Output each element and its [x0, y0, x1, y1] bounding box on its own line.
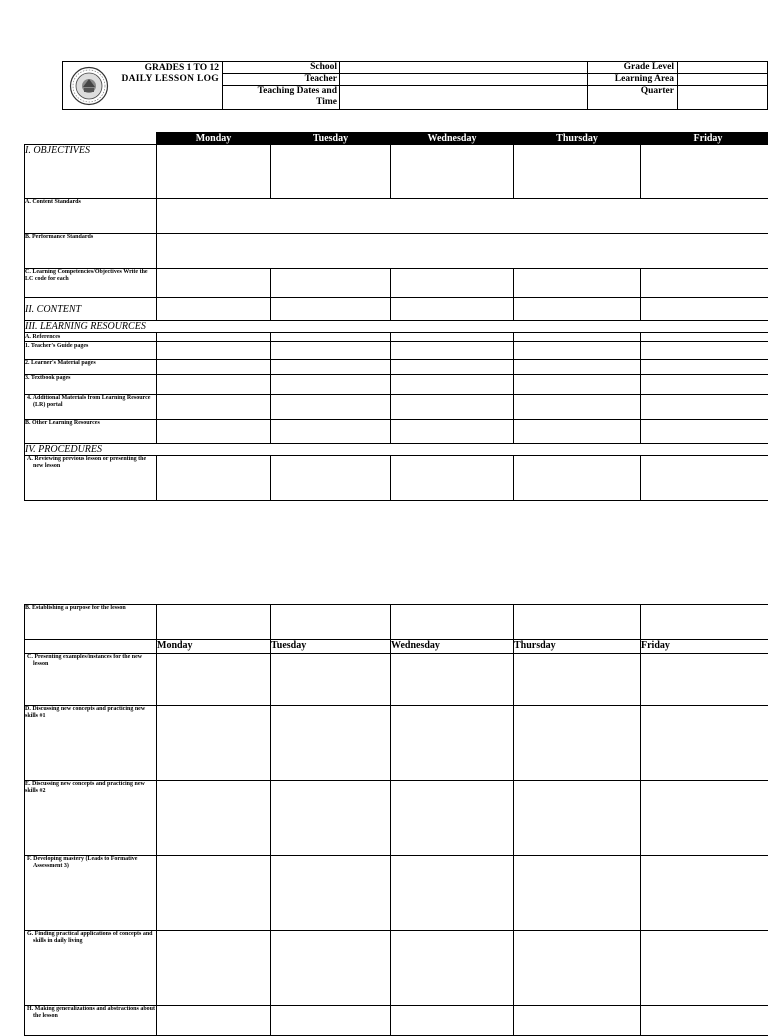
friday-cell[interactable] — [641, 333, 768, 342]
monday-cell[interactable] — [157, 706, 271, 781]
wednesday-cell[interactable] — [391, 145, 514, 199]
tuesday-cell[interactable] — [271, 333, 391, 342]
tuesday-cell[interactable] — [271, 1006, 391, 1036]
monday-cell[interactable] — [157, 333, 271, 342]
thursday-cell[interactable] — [514, 395, 641, 420]
learning-area-field[interactable] — [678, 74, 768, 85]
tuesday-cell[interactable] — [271, 145, 391, 199]
table-row — [25, 145, 768, 199]
monday-cell[interactable] — [157, 456, 271, 501]
lesson-log-header — [62, 61, 768, 110]
thursday-cell[interactable] — [514, 342, 641, 360]
table-row — [25, 360, 768, 375]
thursday-cell[interactable] — [514, 333, 641, 342]
thursday-cell[interactable] — [514, 605, 641, 640]
monday-cell[interactable] — [157, 145, 271, 199]
day-friday: Friday — [641, 133, 768, 145]
dates-field[interactable] — [340, 86, 586, 109]
day-thursday: Thursday — [514, 133, 641, 145]
textbook-pages-label: 3. Textbook pages — [25, 375, 157, 395]
monday-cell[interactable] — [157, 856, 271, 931]
table-row — [25, 605, 768, 640]
friday-cell[interactable] — [641, 269, 768, 298]
day-wednesday: Wednesday — [391, 133, 514, 145]
wednesday-cell[interactable] — [391, 654, 514, 706]
lesson-log-table-page1 — [24, 132, 768, 501]
friday-cell[interactable] — [641, 781, 768, 856]
friday-cell[interactable] — [641, 298, 768, 321]
tuesday-cell[interactable] — [271, 856, 391, 931]
tuesday-cell[interactable] — [271, 375, 391, 395]
additional-materials-label: 4. Additional Materials from Learning Resource (LR) portal — [25, 395, 157, 420]
table-row — [25, 269, 768, 298]
thursday-cell[interactable] — [514, 856, 641, 931]
tuesday-cell[interactable] — [271, 395, 391, 420]
friday-cell[interactable] — [641, 931, 768, 1006]
objectives-heading: I. OBJECTIVES — [25, 145, 157, 199]
day-monday: Monday — [157, 640, 271, 654]
content-standards-field[interactable] — [157, 199, 768, 234]
table-row — [25, 298, 768, 321]
references-label: A. References — [25, 333, 157, 342]
thursday-cell[interactable] — [514, 360, 641, 375]
lesson-log-table-page2 — [24, 604, 768, 1036]
tuesday-cell[interactable] — [271, 931, 391, 1006]
monday-cell[interactable] — [157, 342, 271, 360]
lm-pages-label: 2. Learner's Material pages — [25, 360, 157, 375]
monday-cell[interactable] — [157, 654, 271, 706]
friday-cell[interactable] — [641, 605, 768, 640]
monday-cell[interactable] — [157, 605, 271, 640]
examples-label: C. Presenting examples/instances for the new lesson — [25, 654, 157, 706]
thursday-cell[interactable] — [514, 931, 641, 1006]
table-row — [25, 931, 768, 1006]
discussing-2-label: E. Discussing new concepts and practicing new skills #2 — [25, 781, 157, 856]
tuesday-cell[interactable] — [271, 360, 391, 375]
table-row — [25, 234, 768, 269]
tuesday-cell[interactable] — [271, 298, 391, 321]
friday-cell[interactable] — [641, 420, 768, 444]
other-resources-label: B. Other Learning Resources — [25, 420, 157, 444]
school-label: School — [223, 62, 337, 73]
friday-cell[interactable] — [641, 360, 768, 375]
wednesday-cell[interactable] — [391, 298, 514, 321]
purpose-label: B. Establishing a purpose for the lesson — [25, 605, 157, 640]
monday-cell[interactable] — [157, 269, 271, 298]
thursday-cell[interactable] — [514, 420, 641, 444]
monday-cell[interactable] — [157, 360, 271, 375]
table-row — [25, 321, 768, 333]
wednesday-cell[interactable] — [391, 456, 514, 501]
friday-cell[interactable] — [641, 856, 768, 931]
day-tuesday: Tuesday — [271, 640, 391, 654]
friday-cell[interactable] — [641, 456, 768, 501]
wednesday-cell[interactable] — [391, 269, 514, 298]
mastery-label: F. Developing mastery (Leads to Formative Assessment 3) — [25, 856, 157, 931]
friday-cell[interactable] — [641, 145, 768, 199]
day-header-row — [25, 133, 768, 145]
wednesday-cell[interactable] — [391, 420, 514, 444]
grade-level-label: Grade Level — [588, 62, 674, 73]
table-row — [25, 420, 768, 444]
title-line-2: DAILY LESSON LOG — [111, 74, 219, 85]
wednesday-cell[interactable] — [391, 375, 514, 395]
table-row — [25, 375, 768, 395]
wednesday-cell[interactable] — [391, 342, 514, 360]
learning-area-label: Learning Area — [588, 74, 674, 85]
tuesday-cell[interactable] — [271, 269, 391, 298]
day-wednesday: Wednesday — [391, 640, 514, 654]
day-header-row-2 — [25, 640, 768, 654]
resources-heading: III. LEARNING RESOURCES — [25, 321, 768, 333]
table-row — [25, 856, 768, 931]
performance-standards-label: B. Performance Standards — [25, 234, 157, 269]
thursday-cell[interactable] — [514, 145, 641, 199]
teacher-field[interactable] — [340, 74, 586, 85]
tuesday-cell[interactable] — [271, 420, 391, 444]
day-thursday: Thursday — [514, 640, 641, 654]
wednesday-cell[interactable] — [391, 360, 514, 375]
monday-cell[interactable] — [157, 395, 271, 420]
tuesday-cell[interactable] — [271, 654, 391, 706]
tuesday-cell[interactable] — [271, 456, 391, 501]
tuesday-cell[interactable] — [271, 781, 391, 856]
thursday-cell[interactable] — [514, 781, 641, 856]
performance-standards-field[interactable] — [157, 234, 768, 269]
wednesday-cell[interactable] — [391, 333, 514, 342]
content-standards-label: A. Content Standards — [25, 199, 157, 234]
day-tuesday: Tuesday — [271, 133, 391, 145]
title-line-1: GRADES 1 TO 12 — [111, 63, 219, 74]
tg-pages-label: 1. Teacher's Guide pages — [25, 342, 157, 360]
table-row — [25, 342, 768, 360]
tuesday-cell[interactable] — [271, 605, 391, 640]
tuesday-cell[interactable] — [271, 706, 391, 781]
thursday-cell[interactable] — [514, 269, 641, 298]
wednesday-cell[interactable] — [391, 856, 514, 931]
friday-cell[interactable] — [641, 395, 768, 420]
wednesday-cell[interactable] — [391, 1006, 514, 1036]
grade-level-field[interactable] — [678, 62, 768, 73]
table-row — [25, 781, 768, 856]
monday-cell[interactable] — [157, 420, 271, 444]
quarter-label: Quarter — [588, 86, 674, 97]
school-field[interactable] — [340, 62, 586, 73]
table-row — [25, 444, 768, 456]
friday-cell[interactable] — [641, 1006, 768, 1036]
monday-cell[interactable] — [157, 375, 271, 395]
thursday-cell[interactable] — [514, 298, 641, 321]
friday-cell[interactable] — [641, 375, 768, 395]
friday-cell[interactable] — [641, 342, 768, 360]
thursday-cell[interactable] — [514, 1006, 641, 1036]
table-row — [25, 395, 768, 420]
wednesday-cell[interactable] — [391, 395, 514, 420]
monday-cell[interactable] — [157, 298, 271, 321]
procedures-heading: IV. PROCEDURES — [25, 444, 768, 456]
wednesday-cell[interactable] — [391, 605, 514, 640]
dates-label: Teaching Dates and Time — [239, 86, 337, 108]
thursday-cell[interactable] — [514, 456, 641, 501]
thursday-cell[interactable] — [514, 706, 641, 781]
wednesday-cell[interactable] — [391, 781, 514, 856]
teacher-label: Teacher — [223, 74, 337, 85]
table-row — [25, 654, 768, 706]
wednesday-cell[interactable] — [391, 931, 514, 1006]
quarter-field[interactable] — [678, 86, 768, 109]
tuesday-cell[interactable] — [271, 342, 391, 360]
generalizations-label: H. Making generalizations and abstractions about the lesson — [25, 1006, 157, 1036]
table-row — [25, 456, 768, 501]
day-friday: Friday — [641, 640, 768, 654]
deped-seal-icon — [69, 65, 109, 107]
wednesday-cell[interactable] — [391, 706, 514, 781]
table-row — [25, 706, 768, 781]
friday-cell[interactable] — [641, 706, 768, 781]
monday-cell[interactable] — [157, 781, 271, 856]
thursday-cell[interactable] — [514, 375, 641, 395]
applications-label: G. Finding practical applications of concepts and skills in daily living — [25, 931, 157, 1006]
table-row — [25, 333, 768, 342]
content-heading: II. CONTENT — [25, 298, 157, 321]
reviewing-label: A. Reviewing previous lesson or presenting the new lesson — [25, 456, 157, 501]
thursday-cell[interactable] — [514, 654, 641, 706]
table-row — [25, 1006, 768, 1036]
competencies-label: C. Learning Competencies/Objectives Write the LC code for each — [25, 269, 157, 298]
day-monday: Monday — [157, 133, 271, 145]
monday-cell[interactable] — [157, 931, 271, 1006]
table-row — [25, 199, 768, 234]
monday-cell[interactable] — [157, 1006, 271, 1036]
friday-cell[interactable] — [641, 654, 768, 706]
discussing-1-label: D. Discussing new concepts and practicing new skills #1 — [25, 706, 157, 781]
